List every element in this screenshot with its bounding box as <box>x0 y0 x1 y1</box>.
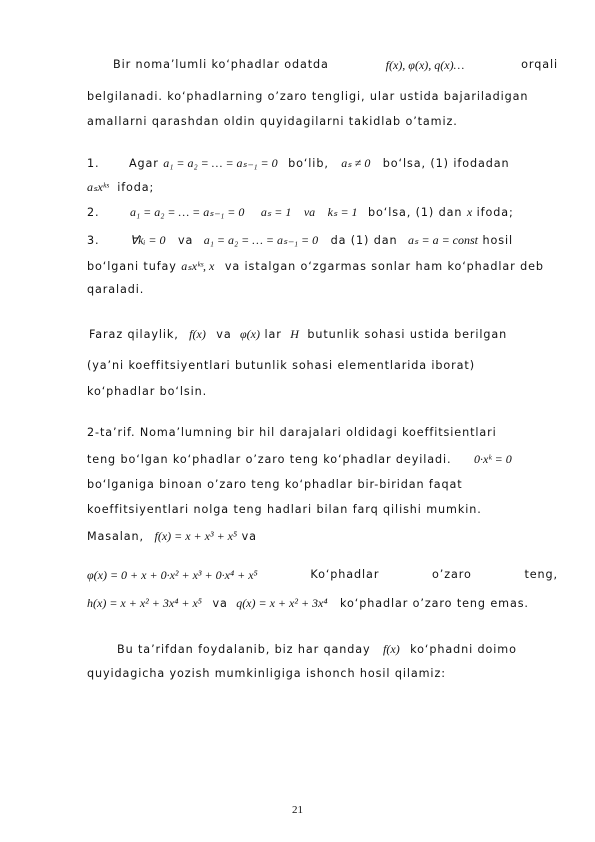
para2-line2-text: (ya’ni koeffitsiyentlari butunlik sohasi elementlarida iborat) <box>87 359 475 372</box>
def-line1: 2-ta’rif. Noma’lumning bir hil darajalari oldidagi koeffitsientlari <box>87 426 497 439</box>
def-line7-eq1: h(x) = x + x² + 3x⁴ + x⁵ <box>87 596 202 610</box>
para2-lar: lar <box>264 328 282 341</box>
item1-eq1: a₁ = a₂ = … = aₛ₋₁ = 0 <box>163 156 278 170</box>
item2-eq2: aₛ = 1 <box>260 205 292 219</box>
def-line3-text: bo‘lganiga binoan o’zaro teng ko‘phadlar bir-biridan faqat <box>87 478 463 491</box>
item3-line2 <box>87 259 544 274</box>
item3-text-l2b: va istalgan o‘zgarmas sonlar ham ko‘phadlar deb <box>224 260 544 273</box>
item3-number: 3. <box>87 234 100 247</box>
para1-line3: amallarni qarashdan oldin quyidagilarni takidlab o’tamiz. <box>87 115 458 128</box>
item1-eq3: aₛxᵏˢ <box>87 180 109 194</box>
item3-eq1: ∀kᵢ = 0 <box>129 233 166 247</box>
para3-text-a: Bu ta’rifdan foydalanib, biz har qanday <box>117 643 371 656</box>
def-line7-text: ko‘phadlar o’zaro teng emas. <box>340 597 529 610</box>
item1-text-b: bo‘lib, <box>288 157 329 170</box>
item2-text-b: ifoda; <box>476 206 514 219</box>
item2-eq3: kₛ = 1 <box>327 205 358 219</box>
item3-eq4: aₛxᵏˢ, x <box>181 259 215 273</box>
para3-text-b: ko‘phadni doimo <box>410 643 517 656</box>
def-line6 <box>87 568 558 583</box>
item2-text-a: bo‘lsa, (1) dan <box>368 206 463 219</box>
def-line2-eq: 0·xᵏ = 0 <box>473 452 512 466</box>
item1-eq2: aₛ ≠ 0 <box>341 156 371 170</box>
para2-text-a: Faraz qilaylik, <box>89 328 179 341</box>
para2-phi: φ(x) <box>240 327 261 341</box>
item3-va: va <box>177 234 194 247</box>
def-line6-eq: φ(x) = 0 + x + 0·x² + x³ + 0·x⁴ + x⁵ <box>87 568 258 582</box>
item3-eq2: a₁ = a₂ = … = aₛ₋₁ = 0 <box>203 233 319 247</box>
para2-text-b: butunlik sohasi ustida berilgan <box>307 328 508 341</box>
item1-line1 <box>87 156 510 171</box>
def-line3 <box>87 478 558 491</box>
item3-line1 <box>87 233 513 248</box>
item1-number: 1. <box>87 157 100 170</box>
item3-text-hosil: hosil <box>482 234 513 247</box>
para1-line2-text: belgilanadi. ko‘phadlarning o’zaro tengligi, ular ustida bajariladigan <box>87 90 529 103</box>
def-line2 <box>87 452 512 467</box>
para2-H: H <box>290 327 299 341</box>
page-number: 21 <box>292 804 303 816</box>
item1-text-c: bo‘lsa, (1) ifodadan <box>382 157 510 170</box>
para2-f: f(x) <box>189 327 206 341</box>
def-line7-va: va <box>212 597 228 610</box>
para3-line2: quyidagicha yozish mumkinligiga ishonch hosil qilamiz: <box>87 667 446 680</box>
para2-line2 <box>87 359 558 372</box>
function-list: f(x), φ(x), q(x)… <box>385 58 465 72</box>
para1-text-b: orqali <box>521 58 558 71</box>
def-line4 <box>87 503 558 516</box>
def-line5 <box>87 529 257 544</box>
para2-line3: ko‘phadlar bo‘lsin. <box>87 385 208 398</box>
item3-text-l2a: bo‘lgani tufay <box>87 260 177 273</box>
item3-text-da: da (1) dan <box>330 234 398 247</box>
item2-va: va <box>303 205 316 219</box>
item2-x: x <box>466 205 473 219</box>
para1-line1 <box>87 58 558 73</box>
def-line6-text-c: teng, <box>524 568 558 581</box>
def-line6-text-b: o’zaro <box>432 568 472 581</box>
def-line7 <box>87 596 529 611</box>
item2-number: 2. <box>87 206 100 219</box>
def-line7-eq2: q(x) = x + x² + 3x⁴ <box>236 596 328 610</box>
def-line6-text-a: Ko‘phadlar <box>310 568 380 581</box>
item2-eq1: a₁ = a₂ = … = aₛ₋₁ = 0 <box>129 205 245 219</box>
item3-line3: qaraladi. <box>87 283 145 296</box>
item1-text-a: Agar <box>128 157 159 170</box>
para2-va: va <box>216 328 232 341</box>
item2-line <box>87 205 514 220</box>
item1-text-d: ifoda; <box>117 181 155 194</box>
def-line2-text: teng bo‘lgan ko‘phadlar o’zaro teng ko‘phadlar deyiladi. <box>87 453 452 466</box>
def-line5-eq: f(x) = x + x³ + x⁵ <box>154 529 238 543</box>
def-line5-text-b: va <box>241 530 257 543</box>
item3-eq3: aₛ = a = const <box>408 233 479 247</box>
para2-line1 <box>87 327 507 342</box>
para3-line1 <box>87 642 517 657</box>
para1-line2 <box>87 90 558 103</box>
def-line4-text: koeffitsiyentlari nolga teng hadlari bilan farq qilishi mumkin. <box>87 503 482 516</box>
def-line5-text-a: Masalan, <box>87 530 145 543</box>
para1-text-a: Bir noma’lumli ko‘phadlar odatda <box>113 58 329 71</box>
item1-line2 <box>87 180 154 195</box>
para3-f: f(x) <box>383 642 400 656</box>
